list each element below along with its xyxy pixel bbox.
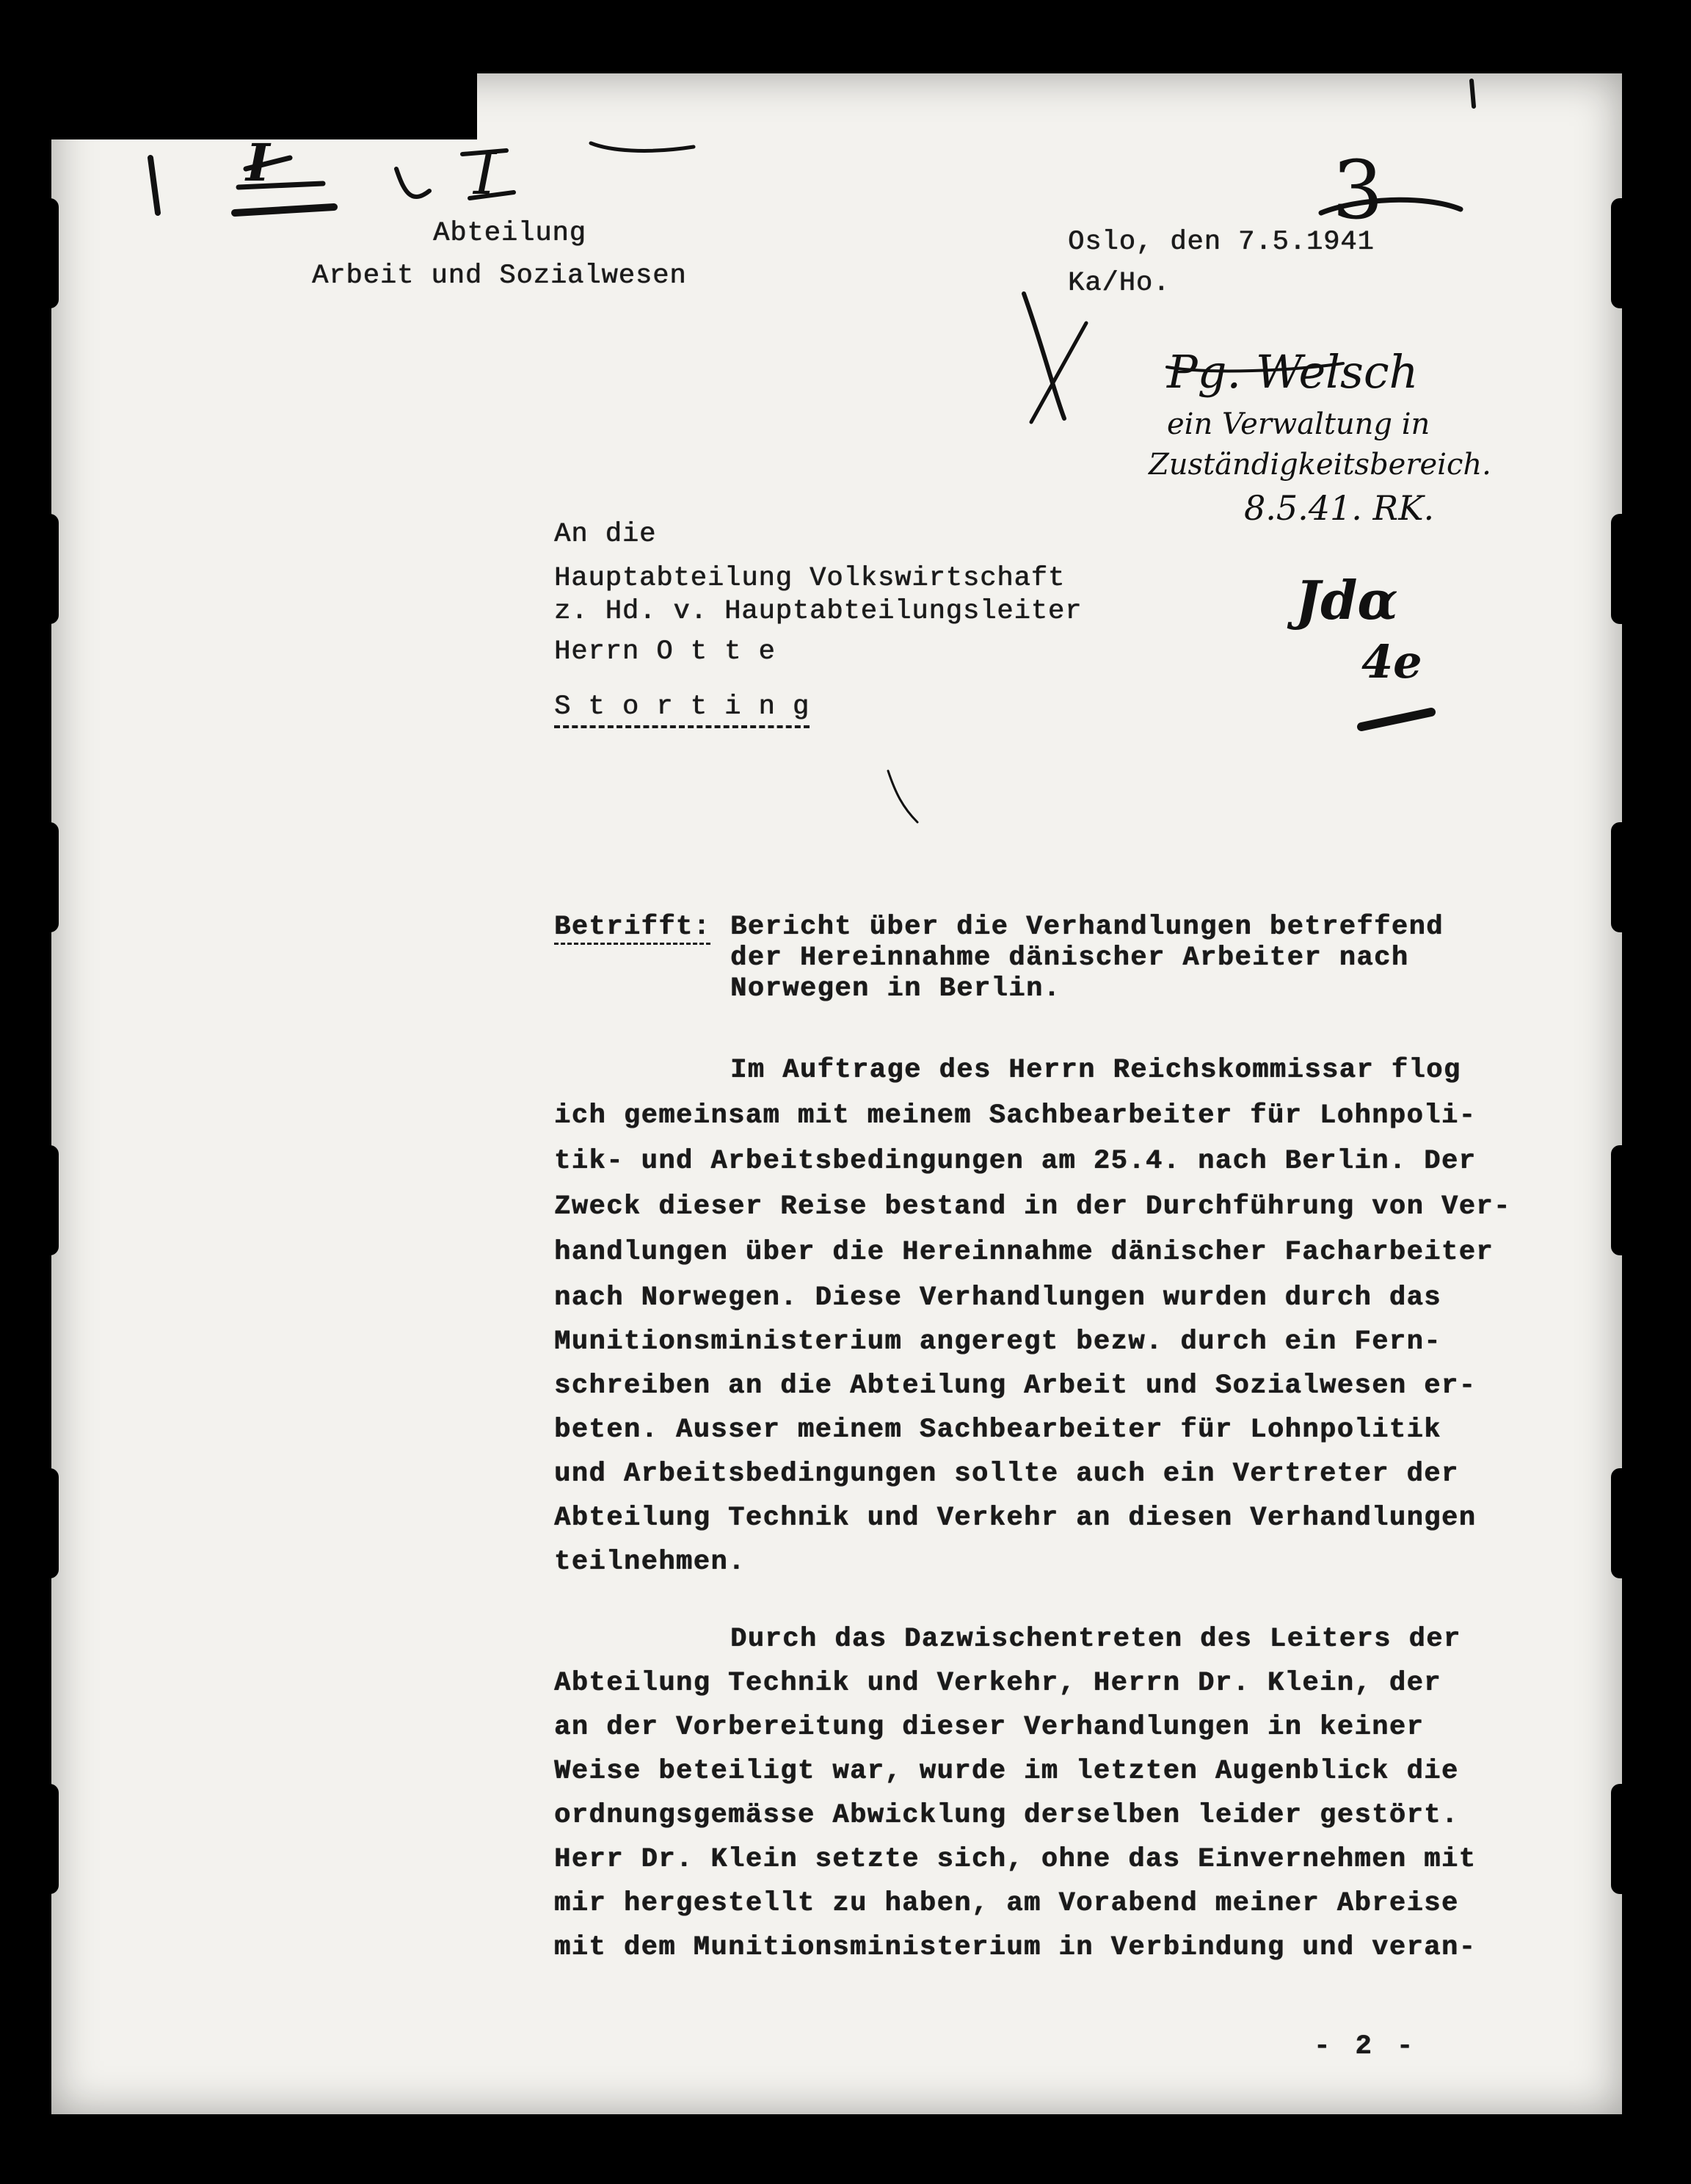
body-line: teilnehmen. <box>554 1547 746 1578</box>
recipient-line-2: Hauptabteilung Volkswirtschaft <box>554 563 1066 594</box>
body-line: Durch das Dazwischentreten des Leiters der <box>730 1624 1461 1655</box>
place-date: Oslo, den 7.5.1941 <box>1068 227 1375 258</box>
file-mark: I <box>473 139 497 208</box>
subject-line: Norwegen in Berlin. <box>730 973 1061 1004</box>
body-line: ich gemeinsam mit meinem Sachbearbeiter für Lohnpoli- <box>554 1100 1477 1131</box>
body-line: Herr Dr. Klein setzte sich, ohne das Einvernehmen mit <box>554 1844 1477 1875</box>
body-line: ordnungsgemässe Abwicklung derselben leider gestört. <box>554 1800 1459 1831</box>
handwritten-page-number: 3 <box>1332 143 1383 237</box>
recipient-line-5: S t o r t i n g <box>554 694 810 728</box>
body-line: und Arbeitsbedingungen sollte auch ein Vertreter der <box>554 1459 1459 1490</box>
body-line: Abteilung Technik und Verkehr an diesen Verhandlungen <box>554 1503 1477 1534</box>
handwritten-note-date: 8.5.41. RK. <box>1244 488 1435 528</box>
body-line: an der Vorbereitung dieser Verhandlungen in keiner <box>554 1712 1425 1743</box>
body-line: Im Auftrage des Herrn Reichskommissar flog <box>730 1055 1461 1086</box>
department-line-1: Abteilung <box>433 218 586 249</box>
body-line: tik- und Arbeitsbedingungen am 25.4. nach Berlin. Der <box>554 1146 1477 1177</box>
reference-code: Ka/Ho. <box>1068 268 1171 299</box>
body-line: Weise beteiligt war, wurde im letzten Augenblick die <box>554 1756 1459 1787</box>
subject-line: Bericht über die Verhandlungen betreffend <box>730 912 1444 943</box>
body-line: schreiben an die Abteilung Arbeit und Sozialwesen er- <box>554 1371 1477 1401</box>
recipient-line-3: z. Hd. v. Hauptabteilungsleiter <box>554 596 1083 627</box>
body-line: mir hergestellt zu haben, am Vorabend meiner Abreise <box>554 1888 1459 1919</box>
handwritten-note-1: Pg. Welsch <box>1167 345 1419 399</box>
handwritten-initials-2: 4e <box>1361 635 1422 689</box>
body-line: Abteilung Technik und Verkehr, Herrn Dr. Klein, der <box>554 1668 1441 1699</box>
body-line: Munitionsministerium angeregt bezw. durch ein Fern- <box>554 1327 1441 1357</box>
body-line: Zweck dieser Reise bestand in der Durchführung von Ver- <box>554 1191 1511 1222</box>
body-line: handlungen über die Hereinnahme dänischer Facharbeiter <box>554 1237 1494 1268</box>
handwritten-note-2: ein Verwaltung in <box>1167 407 1430 441</box>
next-page-marker: - 2 - <box>1314 2031 1418 2062</box>
department-line-2: Arbeit und Sozialwesen <box>312 261 687 291</box>
recipient-line-1: An die <box>554 519 657 550</box>
subject-label: Betrifft: <box>554 914 710 945</box>
handwritten-initials: Jdα <box>1295 569 1398 631</box>
body-line: mit dem Munitionsministerium in Verbindung und veran- <box>554 1932 1477 1963</box>
body-line: nach Norwegen. Diese Verhandlungen wurden durch das <box>554 1283 1441 1313</box>
handwritten-note-3: Zuständigkeitsbereich. <box>1149 448 1491 482</box>
archive-mark: I <box>246 132 270 193</box>
body-line: beten. Ausser meinem Sachbearbeiter für Lohnpolitik <box>554 1415 1441 1445</box>
subject-line: der Hereinnahme dänischer Arbeiter nach <box>730 943 1409 973</box>
recipient-line-4: Herrn O t t e <box>554 636 776 667</box>
